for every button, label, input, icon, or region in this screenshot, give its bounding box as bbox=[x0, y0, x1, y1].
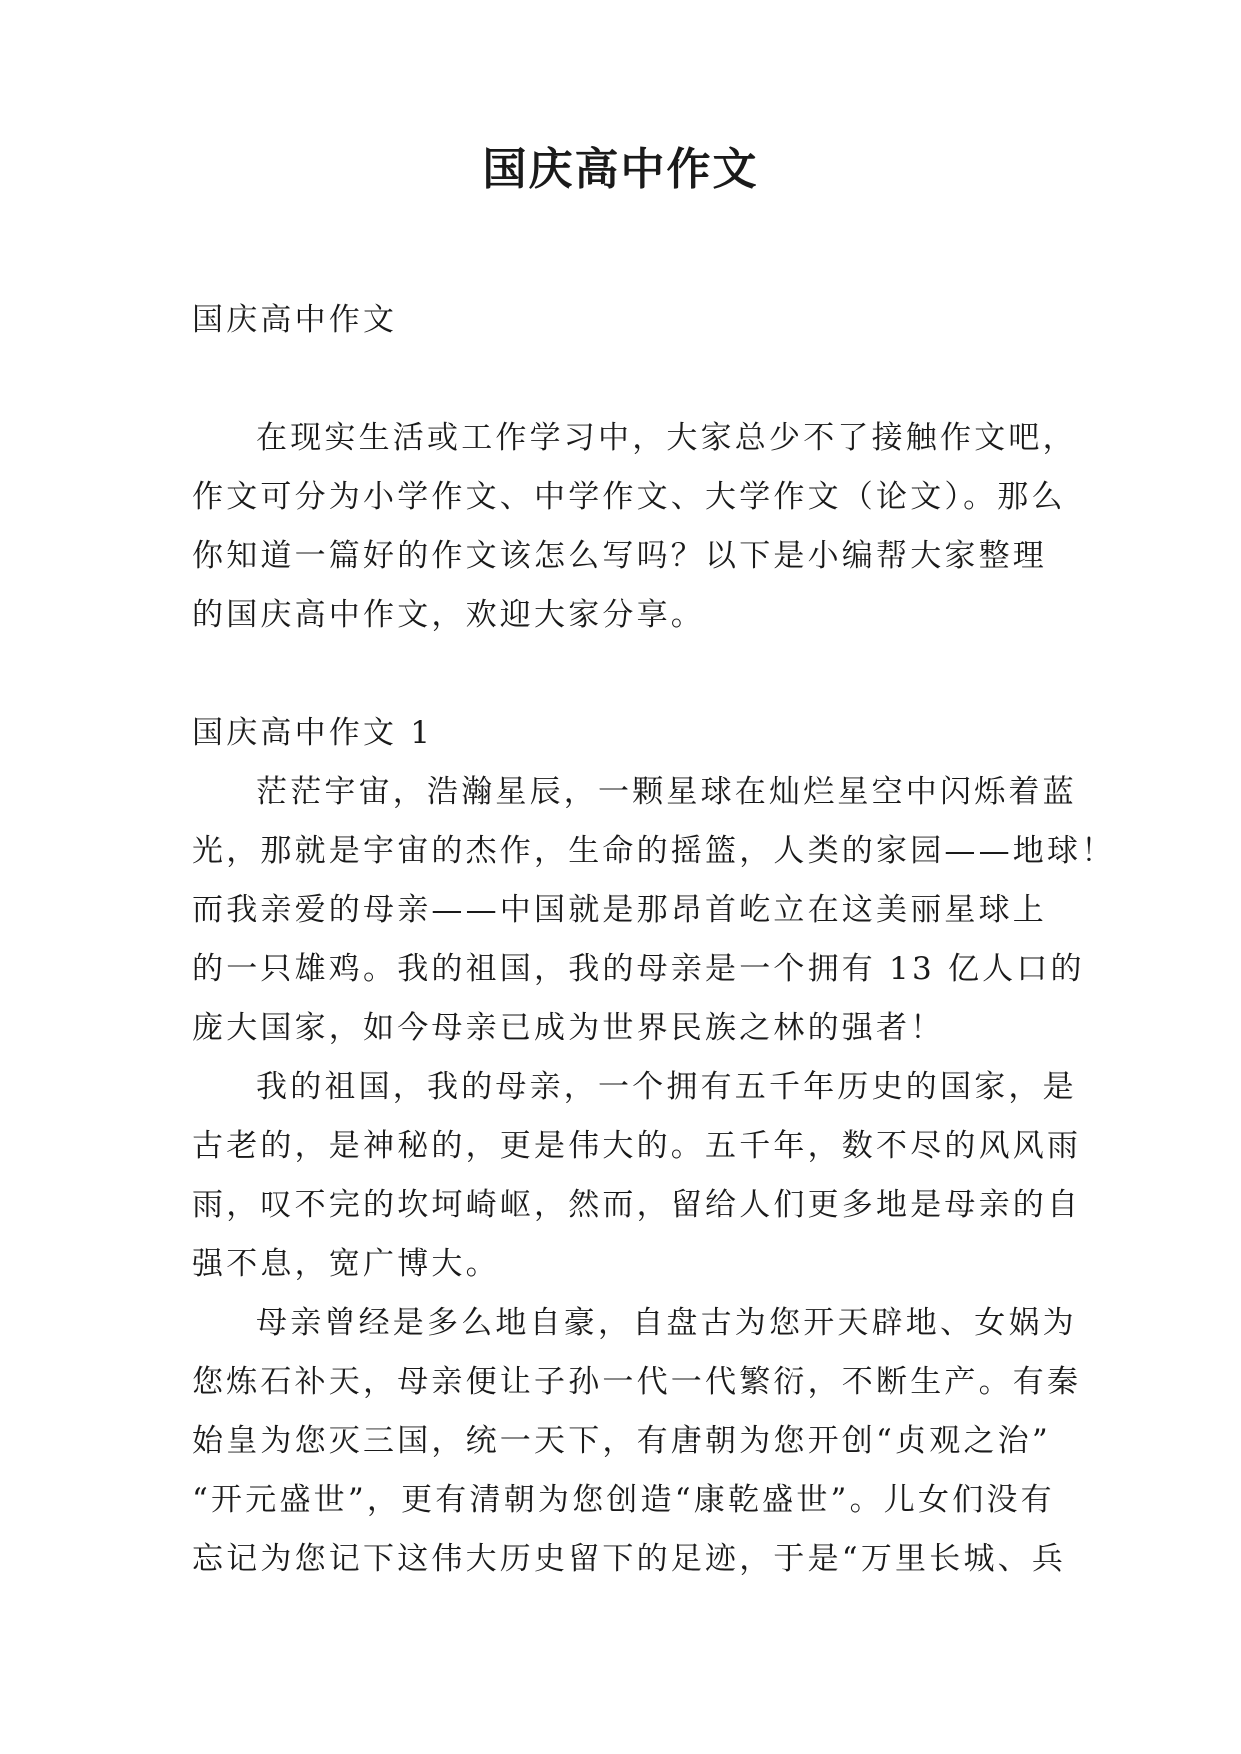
paragraph-line: 茫茫宇宙，浩瀚星辰，一颗星球在灿烂星空中闪烁着蓝 bbox=[256, 774, 1077, 810]
paragraph-line: 古老的，是神秘的，更是伟大的。五千年，数不尽的风风雨 bbox=[192, 1128, 1082, 1164]
paragraph-line: 雨，叹不完的坎坷崎岖，然而，留给人们更多地是母亲的自 bbox=[192, 1187, 1082, 1223]
paragraph-line: 母亲曾经是多么地自豪，自盘古为您开天辟地、女娲为 bbox=[256, 1305, 1077, 1341]
blank-line bbox=[192, 645, 1058, 704]
paragraph-line: 庞大国家，如今母亲已成为世界民族之林的强者！ bbox=[192, 1010, 945, 1046]
intro-line: 的国庆高中作文，欢迎大家分享。 bbox=[192, 597, 705, 633]
document-body bbox=[192, 291, 1116, 1589]
document-title: 国庆高中作文 bbox=[482, 144, 759, 195]
section-heading: 国庆高中作文 1 bbox=[192, 715, 434, 751]
intro-line: 你知道一篇好的作文该怎么写吗？以下是小编帮大家整理 bbox=[192, 538, 1047, 574]
paragraph-line: 而我亲爱的母亲——中国就是那昂首屹立在这美丽星球上 bbox=[192, 892, 1047, 928]
paragraph-line: “开元盛世”，更有清朝为您创造“康乾盛世”。儿女们没有 bbox=[192, 1482, 1055, 1518]
paragraph-line: 您炼石补天，母亲便让子孙一代一代繁衍，不断生产。有秦 bbox=[192, 1364, 1082, 1400]
paragraph-line: 的一只雄鸡。我的祖国，我的母亲是一个拥有 13 亿人口的 bbox=[192, 951, 1085, 987]
paragraph-line: 我的祖国，我的母亲，一个拥有五千年历史的国家，是 bbox=[256, 1069, 1077, 1105]
blank-line bbox=[192, 350, 1058, 409]
intro-line: 作文可分为小学作文、中学作文、大学作文（论文）。那么 bbox=[192, 479, 1066, 515]
paragraph-line: 忘记为您记下这伟大历史留下的足迹，于是“万里长城、兵 bbox=[192, 1541, 1067, 1577]
intro-line: 在现实生活或工作学习中，大家总少不了接触作文吧， bbox=[256, 420, 1077, 456]
paragraph-line: 光，那就是宇宙的杰作，生命的摇篮，人类的家园——地球！ bbox=[192, 833, 1116, 869]
paragraph-line: 始皇为您灭三国，统一天下，有唐朝为您开创“贞观之治” bbox=[192, 1423, 1051, 1459]
paragraph-line: 强不息，宽广博大。 bbox=[192, 1246, 500, 1282]
subtitle-line: 国庆高中作文 bbox=[192, 302, 398, 338]
